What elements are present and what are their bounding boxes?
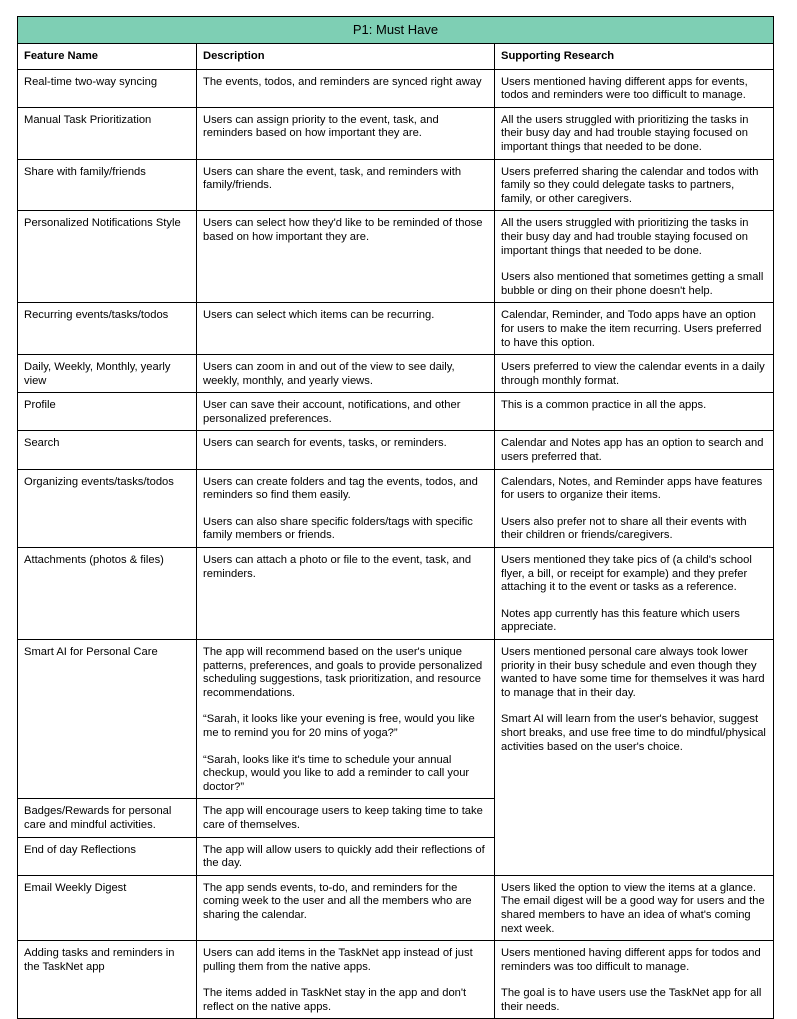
supporting-research: Users preferred to view the calendar events in a daily through monthly format. xyxy=(495,355,774,393)
feature-description: The app will allow users to quickly add their reflections of the day. xyxy=(197,837,495,875)
feature-name: Recurring events/tasks/todos xyxy=(18,303,197,355)
table-row xyxy=(18,469,774,547)
table-row xyxy=(18,159,774,211)
feature-name: Badges/Rewards for personal care and mindful activities. xyxy=(18,799,197,837)
supporting-research: Calendar and Notes app has an option to search and users preferred that. xyxy=(495,431,774,469)
table-row xyxy=(18,640,774,799)
supporting-research: This is a common practice in all the apps. xyxy=(495,393,774,431)
table-row xyxy=(18,548,774,640)
feature-description: The app sends events, to-do, and reminders for the coming week to the user and all the members who are sharing the calendar. xyxy=(197,875,495,940)
feature-description: Users can share the event, task, and reminders with family/friends. xyxy=(197,159,495,211)
feature-table xyxy=(17,16,774,1019)
table-title: P1: Must Have xyxy=(18,17,774,44)
supporting-research: Users mentioned having different apps for todos and reminders was too difficult to manage. The goal is to have users use the TaskNet app for all their needs. xyxy=(495,941,774,1019)
feature-name: End of day Reflections xyxy=(18,837,197,875)
feature-name: Profile xyxy=(18,393,197,431)
feature-description: Users can add items in the TaskNet app instead of just pulling them from the native apps. The items added in TaskNet stay in the app and don't reflect on the native apps. xyxy=(197,941,495,1019)
column-header-feature: Feature Name xyxy=(18,44,197,70)
feature-name: Organizing events/tasks/todos xyxy=(18,469,197,547)
supporting-research: Users mentioned personal care always took lower priority in their busy schedule and even though they wanted to have some time for themselves it was hard to manage that in their day. Smart AI will learn from the user's behavior, suggest short breaks, and use free time to do mindful/physical activities based on the user's choice. xyxy=(495,640,774,876)
table-row xyxy=(18,211,774,303)
feature-description: The app will encourage users to keep taking time to take care of themselves. xyxy=(197,799,495,837)
feature-description: Users can create folders and tag the events, todos, and reminders so find them easily. Users can also share specific folders/tags with specific family members or friends. xyxy=(197,469,495,547)
table-row xyxy=(18,107,774,159)
supporting-research: Users preferred sharing the calendar and todos with family so they could delegate tasks to partners, family, or other caregivers. xyxy=(495,159,774,211)
feature-description: The app will recommend based on the user's unique patterns, preferences, and goals to provide personalized scheduling suggestions, task prioritization, and resource recommendations. “Sarah, it looks like your evening is free, would you like me to remind you for 20 mins of yoga?” “Sarah, looks like it's time to schedule your annual checkup, would you like to add a reminder to call your doctor?” xyxy=(197,640,495,799)
feature-name: Adding tasks and reminders in the TaskNet app xyxy=(18,941,197,1019)
feature-name: Smart AI for Personal Care xyxy=(18,640,197,799)
feature-description: The events, todos, and reminders are synced right away xyxy=(197,69,495,107)
supporting-research: Users mentioned having different apps for events, todos and reminders were too difficult to manage. xyxy=(495,69,774,107)
feature-name: Attachments (photos & files) xyxy=(18,548,197,640)
feature-description: User can save their account, notifications, and other personalized preferences. xyxy=(197,393,495,431)
feature-description: Users can select how they'd like to be reminded of those based on how important they are. xyxy=(197,211,495,303)
feature-description: Users can search for events, tasks, or reminders. xyxy=(197,431,495,469)
feature-description: Users can assign priority to the event, task, and reminders based on how important they are. xyxy=(197,107,495,159)
feature-name: Real-time two-way syncing xyxy=(18,69,197,107)
table-row xyxy=(18,303,774,355)
supporting-research: Users liked the option to view the items at a glance. The email digest will be a good way for users and the shared members to have an idea of what's coming next week. xyxy=(495,875,774,940)
table-row xyxy=(18,431,774,469)
supporting-research: All the users struggled with prioritizing the tasks in their busy day and had trouble staying focused on important things that needed to be done. Users also mentioned that sometimes getting a small bubble or ding on their phone doesn't help. xyxy=(495,211,774,303)
column-header-description: Description xyxy=(197,44,495,70)
feature-name: Manual Task Prioritization xyxy=(18,107,197,159)
table-row xyxy=(18,69,774,107)
feature-name: Share with family/friends xyxy=(18,159,197,211)
feature-description: Users can zoom in and out of the view to see daily, weekly, monthly, and yearly views. xyxy=(197,355,495,393)
feature-description: Users can select which items can be recurring. xyxy=(197,303,495,355)
column-header-research: Supporting Research xyxy=(495,44,774,70)
table-row xyxy=(18,875,774,940)
feature-name: Search xyxy=(18,431,197,469)
supporting-research: Calendars, Notes, and Reminder apps have features for users to organize their items. Users also prefer not to share all their events with their children or friends/caregivers. xyxy=(495,469,774,547)
supporting-research: Calendar, Reminder, and Todo apps have an option for users to make the item recurring. Users preferred to have this option. xyxy=(495,303,774,355)
feature-description: Users can attach a photo or file to the event, task, and reminders. xyxy=(197,548,495,640)
feature-name: Email Weekly Digest xyxy=(18,875,197,940)
feature-name: Personalized Notifications Style xyxy=(18,211,197,303)
supporting-research: All the users struggled with prioritizing the tasks in their busy day and had trouble staying focused on important things that needed to be done. xyxy=(495,107,774,159)
table-row xyxy=(18,355,774,393)
feature-name: Daily, Weekly, Monthly, yearly view xyxy=(18,355,197,393)
table-row xyxy=(18,393,774,431)
supporting-research: Users mentioned they take pics of (a child's school flyer, a bill, or receipt for example) and they prefer attaching it to the event or tasks as a reference. Notes app currently has this feature which users appreciate. xyxy=(495,548,774,640)
table-row xyxy=(18,941,774,1019)
